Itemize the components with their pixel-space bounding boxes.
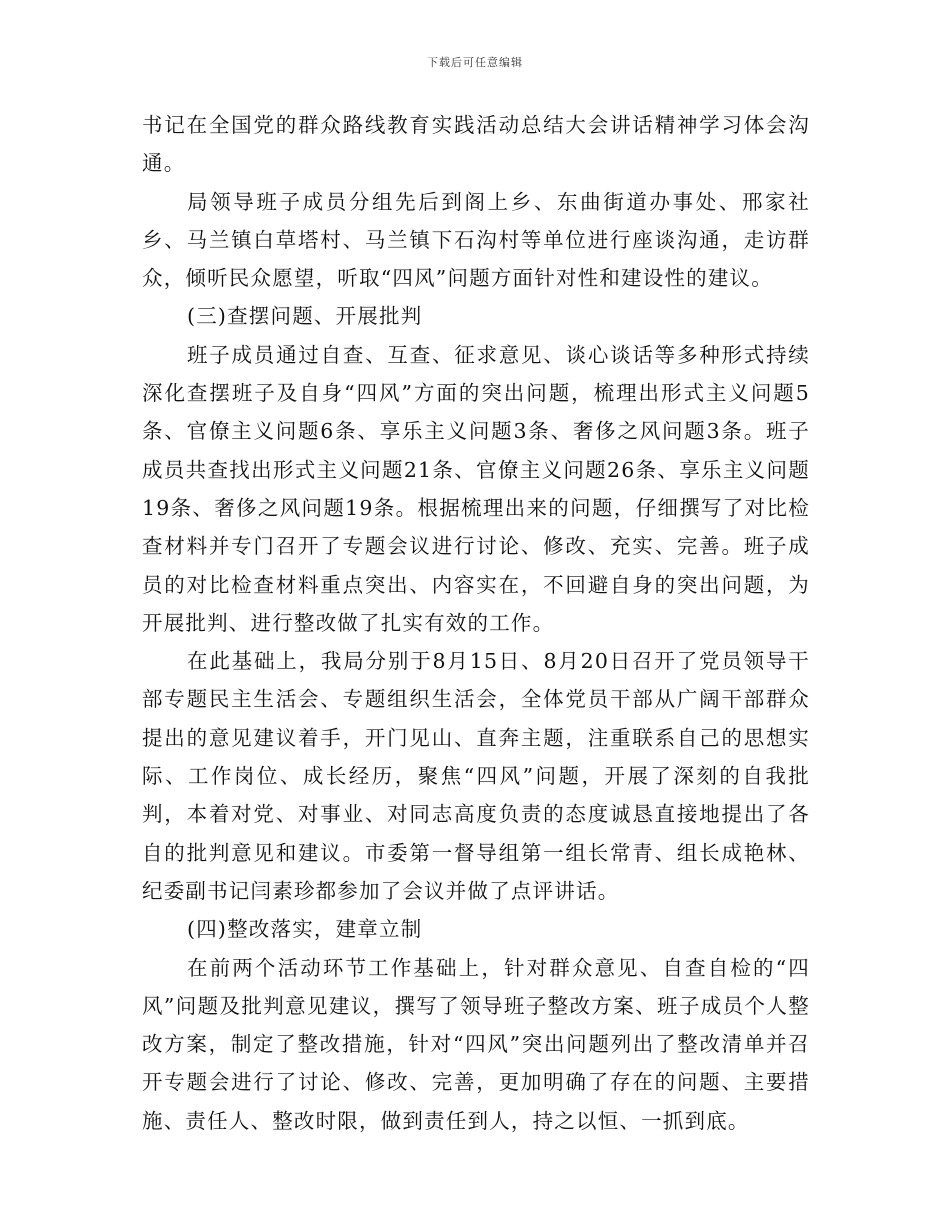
paragraph-visits: 局领导班子成员分组先后到阁上乡、东曲街道办事处、邢家社乡、马兰镇白草塔村、马兰镇下石沟村等单位进行座谈沟通，走访群众，倾听民众愿望，听取“四风”问题方面针对性和建设性的建议。: [142, 189, 810, 291]
page-header: 下载后可任意编辑: [427, 56, 523, 69]
document-body: [142, 106, 810, 1140]
paragraph-meetings: 在此基础上，我局分别于8月15日、8月20日召开了党员领导干部专题民主生活会、专题组织生活会，全体党员干部从广阔干部群众提出的意见建议着手，开门见山、直奔主题，注重联系自己的思想实际、工作岗位、成长经历，聚焦“四风”问题，开展了深刻的自我批判，本着对党、对事业、对同志高度负责的态度诚恳直接地提出了各自的批判意见和建议。市委第一督导组第一组长常青、组长成艳林、纪委副书记闫素珍都参加了会议并做了点评讲话。: [142, 649, 810, 903]
section-heading-4: (四)整改落实，建章立制: [187, 917, 423, 942]
paragraph-problems: 班子成员通过自查、互查、征求意见、谈心谈话等多种形式持续深化查摆班子及自身“四风”方面的突出问题，梳理出形式主义问题5条、官僚主义问题6条、享乐主义问题3条、奢侈之风问题3条。班子成员共查找出形式主义问题21条、官僚主义问题26条、享乐主义问题19条、奢侈之风问题19条。根据梳理出来的问题，仔细撰写了对比检查材料并专门召开了专题会议进行讨论、修改、充实、完善。班子成员的对比检查材料重点突出、内容实在，不回避自身的突出问题，为开展批判、进行整改做了扎实有效的工作。: [142, 342, 810, 635]
section-heading-3: (三)查摆问题、开展批判: [187, 304, 423, 329]
paragraph-continuation: 书记在全国党的群众路线教育实践活动总结大会讲话精神学习体会沟通。: [142, 113, 810, 176]
paragraph-rectification: 在前两个活动环节工作基础上，针对群众意见、自查自检的“四风”问题及批判意见建议，撰写了领导班子整改方案、班子成员个人整改方案，制定了整改措施，针对“四风”突出问题列出了整改清单并召开专题会进行了讨论、修改、完善，更加明确了存在的问题、主要措施、责任人、整改时限，做到责任到人，持之以恒、一抓到底。: [142, 955, 810, 1133]
